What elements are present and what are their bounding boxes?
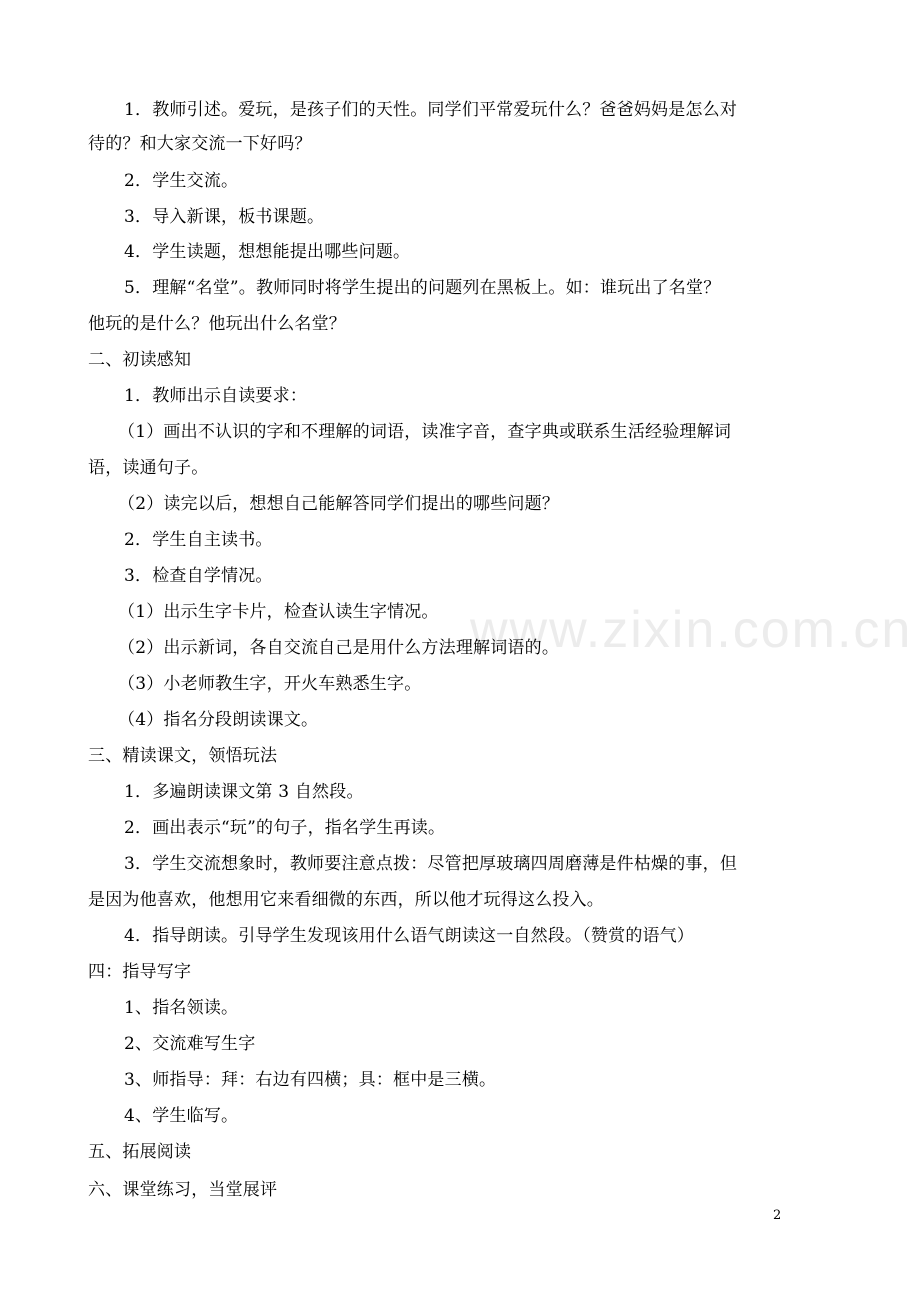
page-number: 2 xyxy=(773,1208,782,1223)
paragraph-line: 3．学生交流想象时，教师要注意点拨：尽管把厚玻璃四周磨薄是件枯燥的事，但 xyxy=(124,854,738,874)
paragraph-line: （1）出示生字卡片，检查认读生字情况。 xyxy=(118,602,439,622)
paragraph-line: 1．多遍朗读课文第 3 自然段。 xyxy=(124,782,364,802)
paragraph-line: （3）小老师教生字，开火车熟悉生字。 xyxy=(118,674,422,694)
paragraph-line: 4、学生临写。 xyxy=(124,1106,239,1126)
section-heading: 五、拓展阅读 xyxy=(88,1142,192,1162)
paragraph-line: 是因为他喜欢，他想用它来看细微的东西，所以他才玩得这么投入。 xyxy=(88,890,604,910)
paragraph-line: 语，读通句子。 xyxy=(88,458,209,478)
paragraph-line: （4）指名分段朗读课文。 xyxy=(118,710,319,730)
paragraph-line: 4．指导朗读。引导学生发现该用什么语气朗读这一自然段。（赞赏的语气） xyxy=(124,926,695,946)
section-heading: 二、初读感知 xyxy=(88,350,192,370)
paragraph-line: 2、交流难写生字 xyxy=(124,1034,256,1054)
paragraph-line: （1）画出不认识的字和不理解的词语，读准字音，查字典或联系生活经验理解词 xyxy=(118,422,732,442)
paragraph-line: 2．画出表示“玩”的句子，指名学生再读。 xyxy=(124,818,446,838)
paragraph-line: 1．教师出示自读要求： xyxy=(124,386,308,406)
paragraph-line: 待的？和大家交流一下好吗？ xyxy=(88,134,312,154)
section-heading: 六、课堂练习，当堂展评 xyxy=(88,1180,278,1200)
section-heading: 四：指导写字 xyxy=(88,962,192,982)
paragraph-line: 他玩的是什么？他玩出什么名堂？ xyxy=(88,314,346,334)
paragraph-line: （2）读完以后，想想自己能解答同学们提出的哪些问题？ xyxy=(118,494,560,514)
watermark: www.zixin.com.cn xyxy=(470,601,913,659)
paragraph-line: 2．学生交流。 xyxy=(124,171,239,191)
paragraph-line: 4．学生读题，想想能提出哪些问题。 xyxy=(124,242,411,262)
paragraph-line: 3．检查自学情况。 xyxy=(124,566,273,586)
paragraph-line: 3．导入新课，板书课题。 xyxy=(124,207,325,227)
paragraph-line: 1．教师引述。爱玩，是孩子们的天性。同学们平常爱玩什么？爸爸妈妈是怎么对 xyxy=(124,100,738,120)
paragraph-line: 1、指名领读。 xyxy=(124,998,239,1018)
section-heading: 三、精读课文，领悟玩法 xyxy=(88,746,278,766)
paragraph-line: 5．理解“名堂”。教师同时将学生提出的问题列在黑板上。如：谁玩出了名堂？ xyxy=(124,278,721,298)
paragraph-line: （2）出示新词，各自交流自己是用什么方法理解词语的。 xyxy=(118,638,560,658)
paragraph-line: 2．学生自主读书。 xyxy=(124,530,273,550)
paragraph-line: 3、师指导：拜：右边有四横；具：框中是三横。 xyxy=(124,1070,497,1090)
